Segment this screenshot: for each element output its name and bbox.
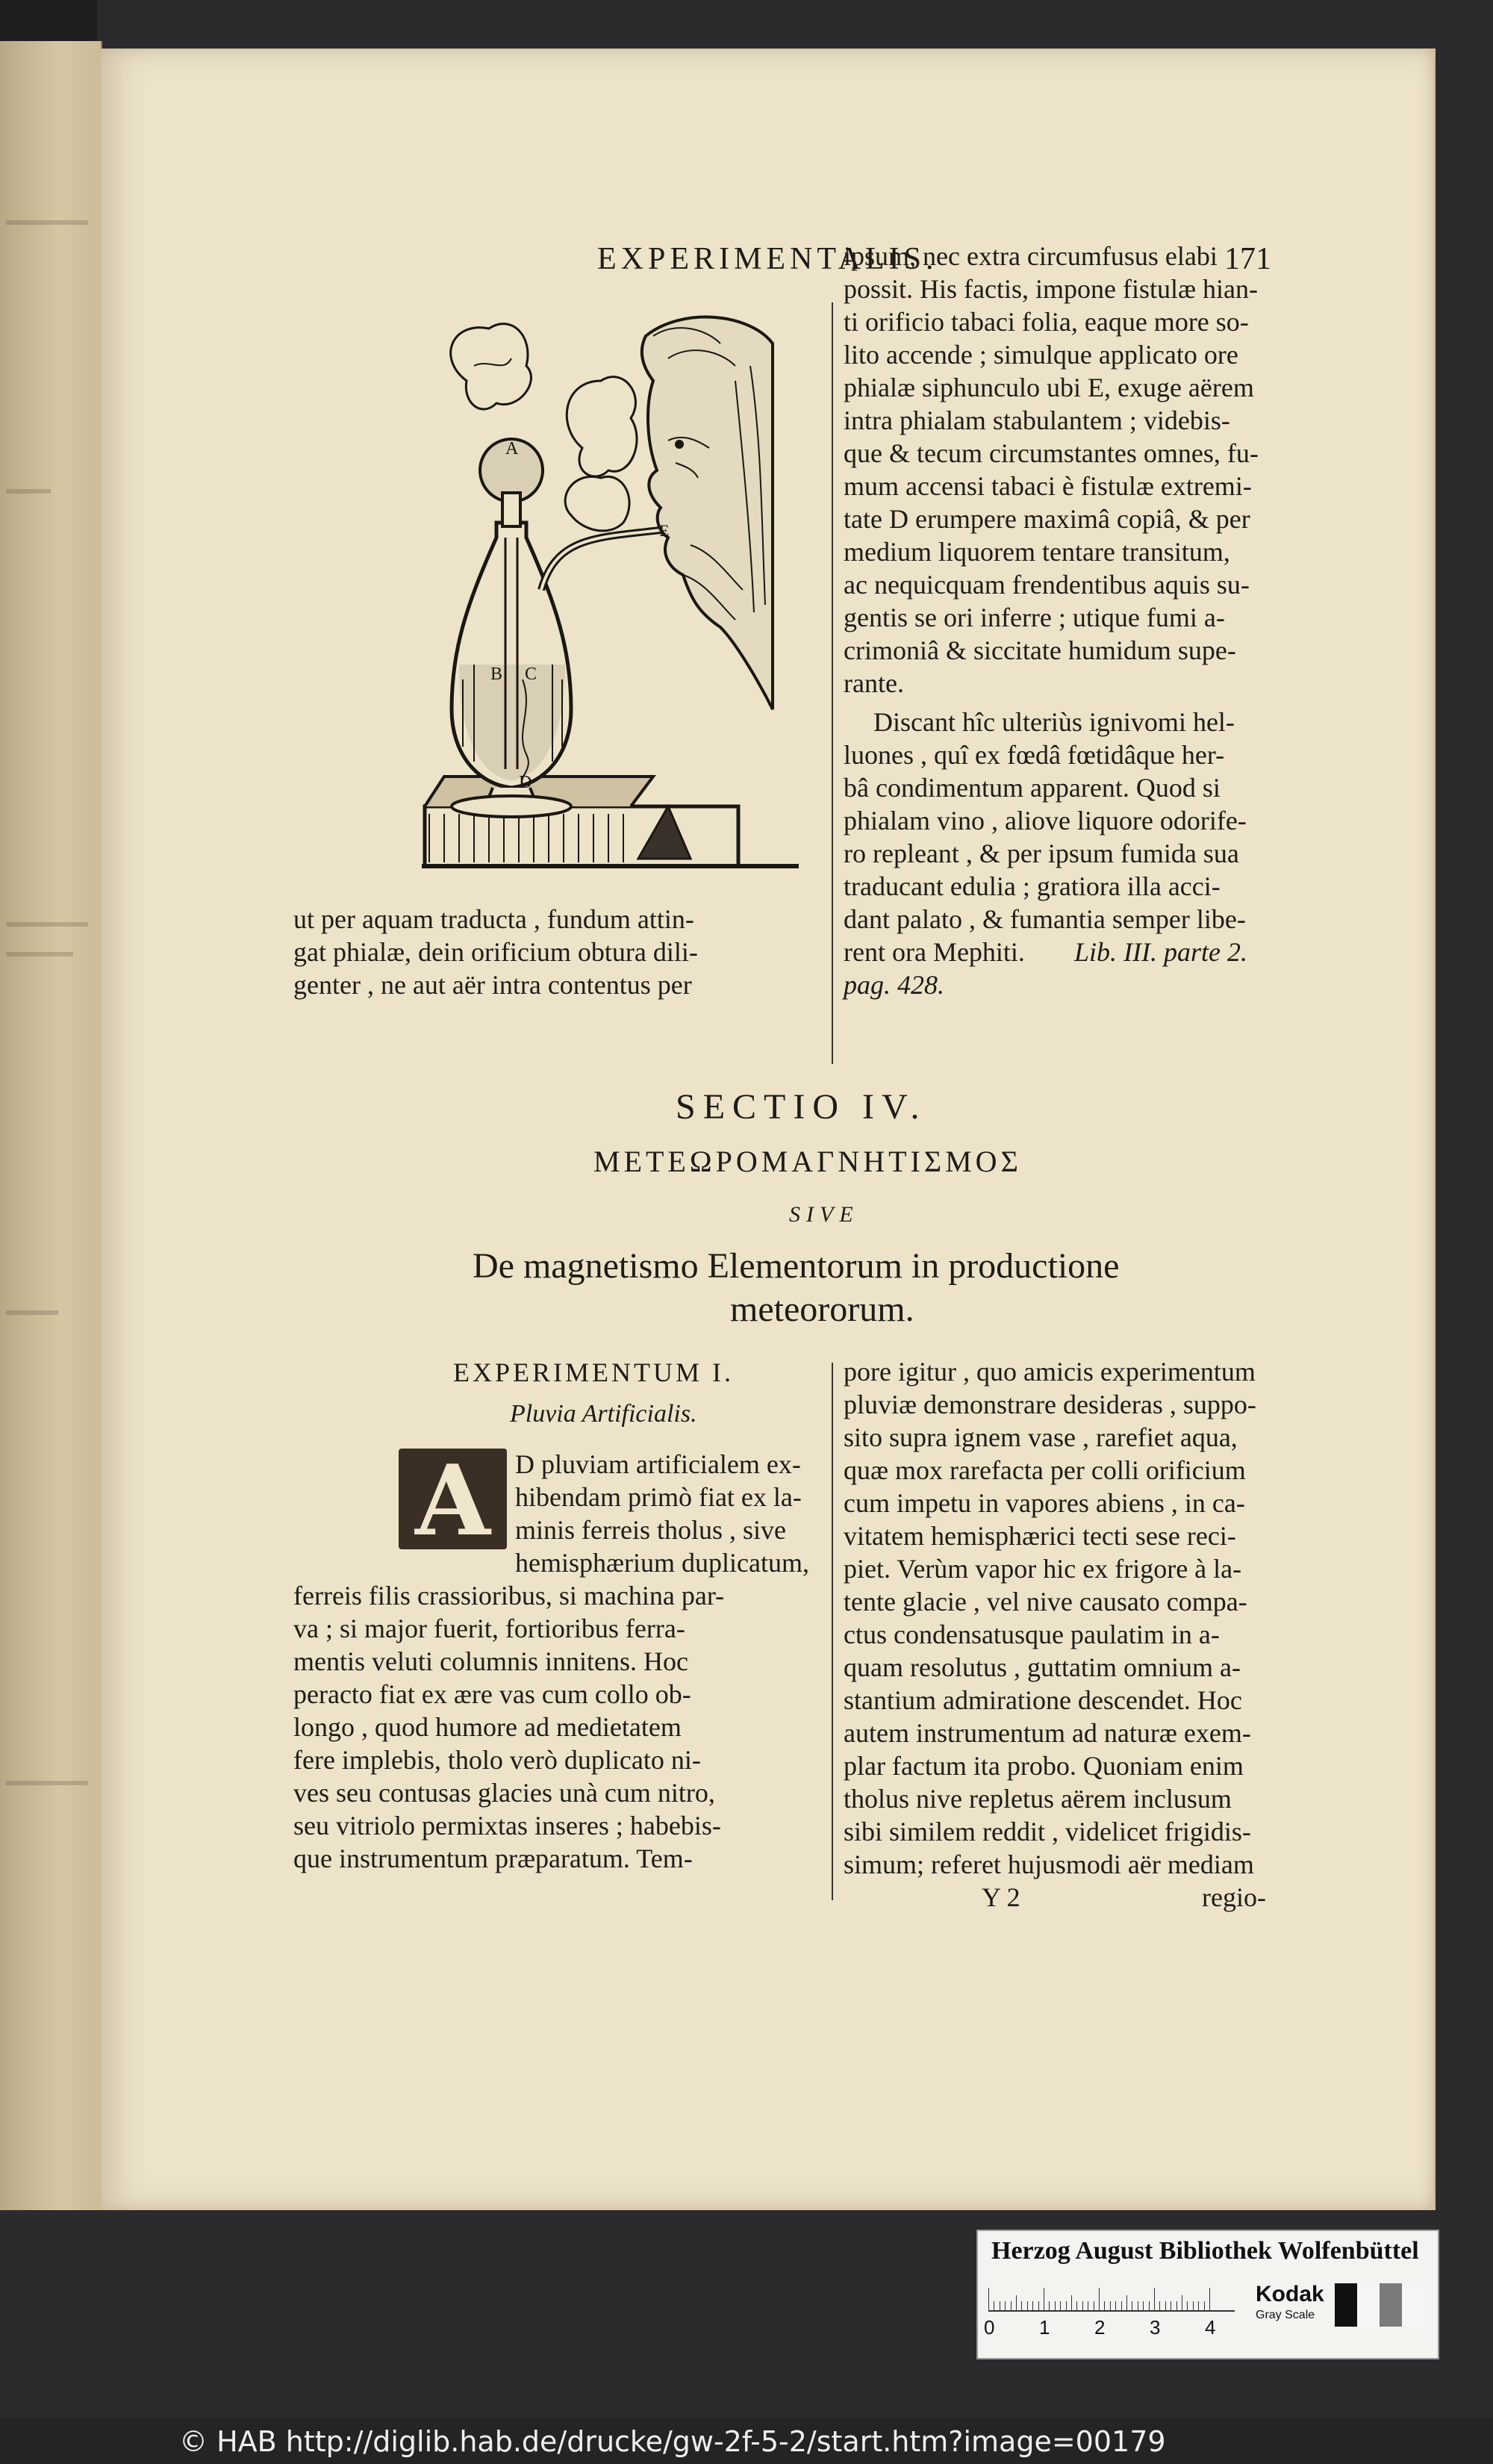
library-scale-card	[976, 2230, 1439, 2359]
text-line: rent ora Mephiti.	[844, 937, 1025, 967]
text-line: traducant edulia ; gratiora illa acci-	[844, 871, 1221, 901]
text-line: possit. His factis, impone fistulæ hian-	[844, 274, 1258, 304]
footer-bar	[0, 2418, 1493, 2464]
text-line: ferreis filis crassioribus, si machina par-	[293, 1581, 725, 1611]
text-line: gat phialæ, dein orificium obtura dili-	[293, 937, 698, 967]
text-line: fere implebis, tholo verò duplicato ni-	[293, 1745, 701, 1775]
text-line: intra phialam stabulantem ; videbis-	[844, 405, 1230, 435]
text-line: ctus condensatusque paulatim in a-	[844, 1620, 1220, 1649]
ruler-tick	[1082, 2301, 1083, 2310]
text-line: seu vitriolo permixtas inseres ; habebis-	[293, 1811, 721, 1841]
footer-url[interactable]: © HAB http://diglib.hab.de/drucke/gw-2f-5-2/start.htm?image=00179	[179, 2425, 1166, 2458]
kodak-logo: Kodak	[1256, 2282, 1324, 2306]
facing-page-edge	[0, 41, 102, 2210]
ruler-tick	[1032, 2301, 1033, 2310]
text-line: ut per aquam traducta , fundum attin-	[293, 904, 694, 934]
swatch-white	[1402, 2283, 1424, 2327]
text-line: D pluviam artificialem ex-	[515, 1449, 801, 1479]
gray-swatches	[1335, 2283, 1424, 2327]
text-line: medium liquorem tentare transitum,	[844, 537, 1230, 567]
text-line: piet. Verùm vapor hic ex frigore à la-	[844, 1554, 1242, 1584]
text-line: ro repleant , & per ipsum fumida sua	[844, 839, 1239, 868]
grayscale-label: Gray Scale	[1256, 2309, 1315, 2321]
catchword: regio-	[1202, 1882, 1266, 1912]
ruler-tick	[1104, 2301, 1105, 2310]
ruler-tick	[1021, 2301, 1022, 2310]
ruler-tick	[1016, 2295, 1017, 2310]
ruler-tick	[1066, 2301, 1067, 2310]
text-line: ac nequicquam frendentibus aquis su-	[844, 570, 1250, 600]
ruler-tick	[1027, 2301, 1028, 2310]
ruler-tick	[1154, 2288, 1155, 2310]
text-line: vitatem hemisphærici tecti sese reci-	[844, 1521, 1236, 1551]
ruler-tick	[1121, 2301, 1122, 2310]
ruler-tick	[1011, 2301, 1012, 2310]
text-line: minis ferreis tholus , sive	[515, 1515, 786, 1545]
ruler-tick	[988, 2288, 989, 2310]
section-subtitle-line-2: meteororum.	[730, 1289, 914, 1329]
ruler-number: 3	[1150, 2316, 1161, 2339]
measuring-ruler	[988, 2285, 1235, 2312]
ruler-tick	[1159, 2301, 1160, 2310]
ruler-tick	[1204, 2301, 1205, 2310]
text-line: Discant hîc ulteriùs ignivomi hel-	[873, 707, 1235, 737]
text-line: simum; referet hujusmodi aër mediam	[844, 1849, 1254, 1879]
page-number: 171	[1224, 242, 1271, 276]
text-line: sito supra ignem vase , rarefiet aqua,	[844, 1422, 1238, 1452]
greek-title: ΜΕΤΕΩΡΟΜΑΓΝΗΤΙΣΜΟΣ	[593, 1145, 1022, 1178]
ruler-tick	[1038, 2301, 1039, 2310]
text-line: pag. 428.	[844, 970, 944, 1000]
column-rule-bottom	[832, 1363, 833, 1900]
experiment-title: EXPERIMENTUM I.	[453, 1357, 734, 1387]
text-line: va ; si major fuerit, fortioribus ferra-	[293, 1614, 685, 1643]
text-line: longo , quod humore ad medietatem	[293, 1712, 682, 1742]
ruler-tick	[1149, 2301, 1150, 2310]
signature-mark: Y 2	[982, 1882, 1020, 1912]
text-line: crimoniâ & siccitate humidum supe-	[844, 635, 1236, 665]
label-e: E	[659, 521, 670, 540]
text-line: quæ mox rarefacta per colli orificium	[844, 1455, 1246, 1485]
text-line: quam resolutus , guttatim omnium a-	[844, 1652, 1241, 1682]
label-c: C	[525, 665, 537, 684]
initial-letter: A	[415, 1449, 490, 1549]
text-line: sibi similem reddit , videlicet frigidis-	[844, 1817, 1251, 1847]
text-line: phialæ siphunculo ubi E, exuge aërem	[844, 373, 1254, 402]
ruler-tick	[1049, 2301, 1050, 2310]
text-line: stantium admiratione descendet. Hoc	[844, 1685, 1242, 1715]
ruler-tick	[1126, 2295, 1127, 2310]
text-line: genter , ne aut aër intra contentus per	[293, 970, 692, 1000]
text-line: ti orificio tabaci folia, eaque more so-	[844, 307, 1249, 337]
swatch-black	[1335, 2283, 1357, 2327]
ruler-number: 2	[1094, 2316, 1106, 2339]
text-line: hemisphærium duplicatum,	[515, 1548, 809, 1578]
label-d: D	[519, 773, 532, 792]
sive-connector: SIVE	[789, 1202, 859, 1227]
ruler-tick	[1076, 2301, 1077, 2310]
text-line: pore igitur , quo amicis experimentum	[844, 1357, 1256, 1387]
text-line: ves seu contusas glacies unà cum nitro,	[293, 1778, 715, 1808]
ruler-tick	[1176, 2301, 1177, 2310]
scan-background-right	[1441, 0, 1493, 2464]
text-line: bâ condimentum apparent. Quod si	[844, 773, 1221, 803]
section-subtitle-line-1: De magnetismo Elementorum in productione	[473, 1246, 1120, 1286]
text-line: phialam vino , aliove liquore odorife-	[844, 806, 1247, 836]
text-line: dant palato , & fumantia semper libe-	[844, 904, 1246, 934]
ruler-tick	[1055, 2301, 1056, 2310]
woodcut-illustration	[422, 291, 799, 926]
text-line: peracto fiat ex ære vas cum collo ob-	[293, 1679, 691, 1709]
text-line: rante.	[844, 668, 904, 698]
text-line: tholus nive repletus aërem inclusum	[844, 1784, 1232, 1814]
ruler-tick	[1115, 2301, 1116, 2310]
text-line: mum accensi tabaci è fistulæ extremi-	[844, 471, 1252, 501]
text-line: pluviæ demonstrare desideras , suppo-	[844, 1390, 1256, 1419]
book-page	[101, 49, 1436, 2210]
text-line: ipsum, nec extra circumfusus elabi	[844, 241, 1218, 271]
decorated-initial	[399, 1449, 507, 1549]
ruler-tick	[1071, 2295, 1072, 2310]
ruler-tick	[1165, 2301, 1166, 2310]
text-line: hibendam primò fiat ex la-	[515, 1482, 802, 1512]
citation: Lib. III. parte 2.	[1074, 937, 1247, 967]
ruler-tick	[1198, 2301, 1199, 2310]
text-line: que & tecum circumstantes omnes, fu-	[844, 438, 1259, 468]
ruler-tick	[1187, 2301, 1188, 2310]
text-line: lito accende ; simulque applicato ore	[844, 340, 1238, 370]
label-a: A	[505, 439, 519, 458]
ruler-number: 1	[1039, 2316, 1050, 2339]
section-title: SECTIO IV.	[676, 1087, 927, 1127]
text-line: tate D erumpere maximâ copiâ, & per	[844, 504, 1250, 534]
column-rule-top	[832, 302, 833, 1064]
text-line: gentis se ori inferre ; utique fumi a-	[844, 603, 1225, 632]
ruler-tick	[1209, 2288, 1210, 2310]
ruler-tick	[1193, 2301, 1194, 2310]
institution-name: Herzog August Bibliothek Wolfenbüttel	[991, 2237, 1419, 2265]
ruler-number: 4	[1205, 2316, 1216, 2339]
text-line: tente glacie , vel nive causato compa-	[844, 1587, 1247, 1617]
experiment-subtitle: Pluvia Artificialis.	[510, 1400, 697, 1428]
running-head: EXPERIMENTALIS.	[597, 242, 938, 276]
ruler-tick	[1110, 2301, 1111, 2310]
text-line: cum impetu in vapores abiens , in ca-	[844, 1488, 1245, 1518]
ruler-tick	[1099, 2288, 1100, 2310]
label-b: B	[490, 665, 503, 684]
text-line: luones , quî ex fœdâ fœtidâque her-	[844, 740, 1225, 770]
text-line: que instrumentum præparatum. Tem-	[293, 1844, 693, 1873]
swatch-white	[1357, 2283, 1380, 2327]
text-line: mentis veluti columnis innitens. Hoc	[293, 1646, 688, 1676]
text-line: autem instrumentum ad naturæ exem-	[844, 1718, 1251, 1748]
ruler-tick	[1005, 2301, 1006, 2310]
ruler-tick	[1143, 2301, 1144, 2310]
text-line: plar factum ita probo. Quoniam enim	[844, 1751, 1244, 1781]
ruler-number: 0	[984, 2316, 995, 2339]
swatch-gray	[1380, 2283, 1402, 2327]
ruler-tick	[1060, 2301, 1061, 2310]
